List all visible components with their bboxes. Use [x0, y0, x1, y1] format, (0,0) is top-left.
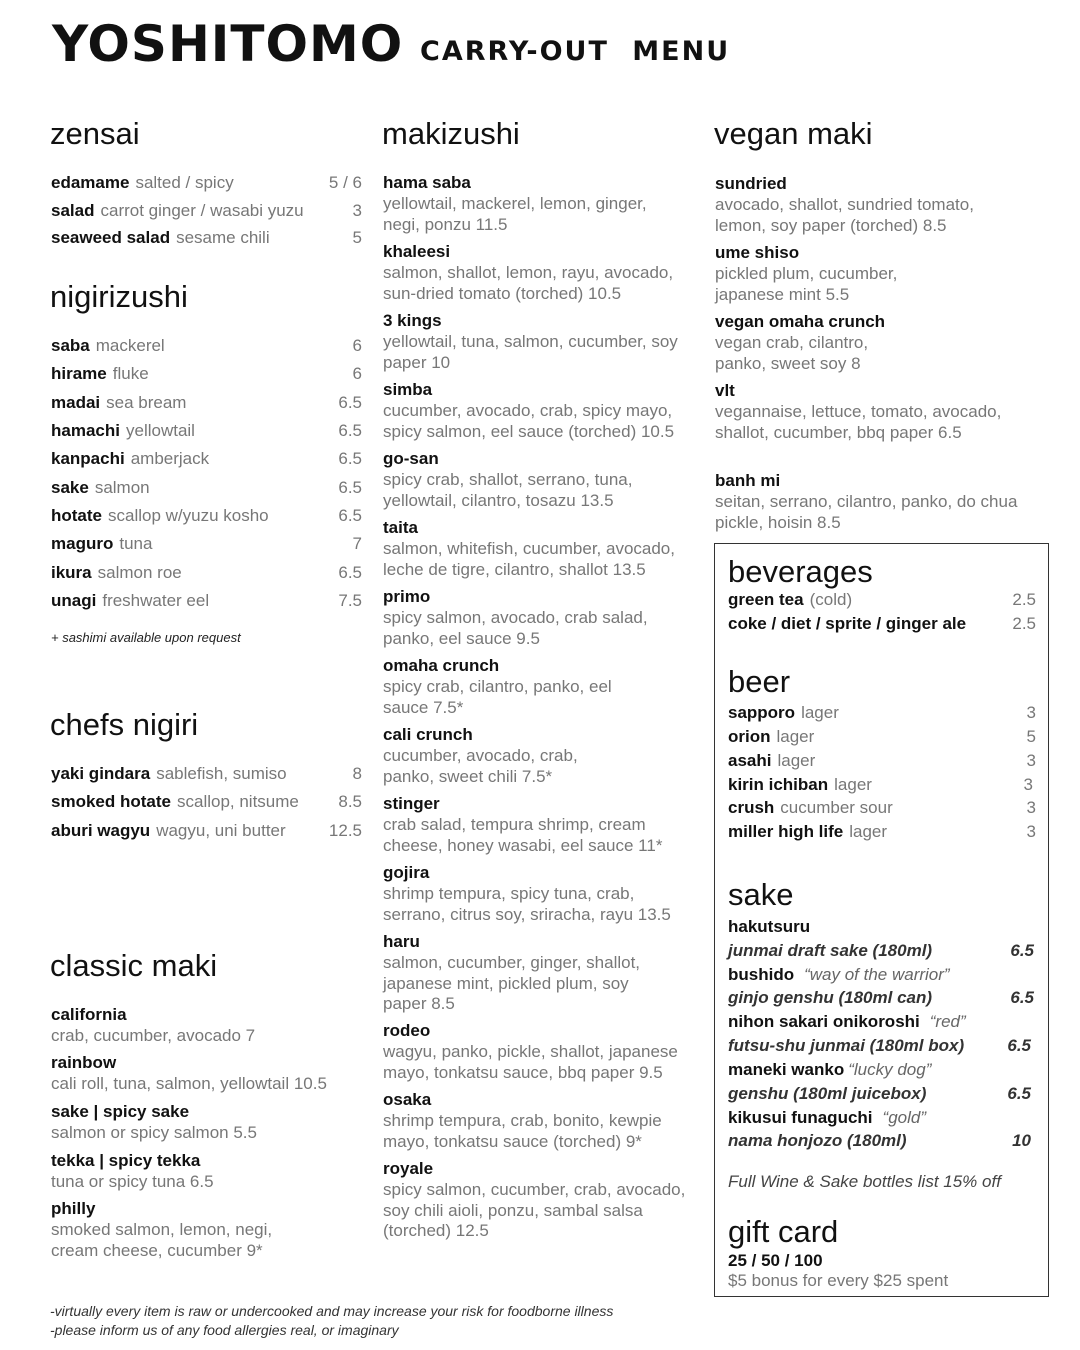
item-desc: pickled plum, cucumber, japanese mint 5.5 [715, 264, 898, 304]
item-price: 10 [1012, 1131, 1031, 1150]
item-price: 8 [352, 764, 362, 783]
item-desc: amberjack [130, 449, 210, 468]
item-name: simba [383, 380, 433, 399]
item-price: 6.5 [1010, 988, 1034, 1007]
menu-item [728, 796, 1036, 820]
sake-style: junmai draft sake (180ml) [728, 941, 933, 960]
item-price: 7 [352, 534, 362, 553]
item-desc: carrot ginger / wasabi yuzu [100, 201, 304, 220]
wine-discount-note: Full Wine & Sake bottles list 15% off [728, 1172, 1001, 1191]
maki-item [383, 931, 665, 1015]
restaurant-name: YOSHITOMO [52, 15, 404, 73]
item-desc: scallop, nitsume [176, 792, 299, 811]
sake-style: futsu-shu junmai (180ml box) [728, 1036, 965, 1055]
maki-item [383, 655, 623, 718]
sake-name: maneki wanko [728, 1060, 845, 1079]
sake-style: ginjo genshu (180ml can) [728, 988, 933, 1007]
item-name: taita [383, 518, 418, 537]
section-heading-beverages: beverages [728, 554, 873, 589]
item-name: orion [728, 727, 771, 746]
item-desc: cucumber, avocado, crab, spicy mayo, spicy salmon, eel sauce (torched) 10.5 [383, 401, 675, 441]
item-name: stinger [383, 794, 440, 813]
item-price: 2.5 [1012, 590, 1036, 609]
item-price: 3 [1026, 751, 1036, 770]
item-name: crush [728, 798, 775, 817]
maki-item [51, 1198, 291, 1261]
sake-nickname: “way of the warrior” [804, 965, 950, 984]
sake-nickname: “gold” [882, 1108, 926, 1127]
item-price: 8.5 [338, 792, 362, 811]
item-price: 12.5 [328, 821, 362, 840]
maki-item [715, 470, 1035, 533]
item-desc: sea bream [106, 393, 187, 412]
item-name: gojira [383, 863, 430, 882]
maki-item [383, 379, 695, 442]
item-desc: (cold) [809, 590, 853, 609]
section-heading-classic-maki: classic maki [50, 948, 218, 983]
maki-item [51, 1101, 351, 1144]
sake-name-row [728, 963, 1034, 987]
item-price: 6.5 [338, 421, 362, 440]
sake-detail-row [728, 939, 1034, 963]
item-desc: spicy salmon, cucumber, crab, avocado, soy chili aioli, ponzu, sambal salsa (torched) 12.5 [383, 1180, 686, 1240]
item-price: 6.5 [338, 393, 362, 412]
item-desc: vegan crab, cilantro, panko, sweet soy 8 [715, 333, 869, 373]
maki-item [383, 310, 683, 373]
menu-title: CARRY-OUT MENU [420, 36, 731, 67]
item-price: 6.5 [1010, 941, 1034, 960]
item-name: sapporo [728, 703, 796, 722]
sake-detail-row [728, 1129, 1031, 1153]
maki-item [383, 172, 688, 235]
item-price: 7.5 [338, 591, 362, 610]
sake-style: genshu (180ml juicebox) [728, 1084, 927, 1103]
item-desc: spicy salmon, avocado, crab salad, panko, eel sauce 9.5 [383, 608, 648, 648]
item-price: 6.5 [338, 478, 362, 497]
item-price: 5 [1026, 727, 1036, 746]
item-desc: salmon roe [97, 563, 182, 582]
item-name: cali crunch [383, 725, 473, 744]
maki-item [383, 241, 693, 304]
menu-item [51, 226, 362, 250]
item-name: 3 kings [383, 311, 442, 330]
item-desc: salmon, shallot, lemon, rayu, avocado, sun-dried tomato (torched) 10.5 [383, 263, 674, 303]
item-desc: yellowtail, mackerel, lemon, ginger, negi, ponzu 11.5 [383, 194, 647, 234]
menu-item [51, 589, 362, 613]
item-price: 2.5 [1012, 614, 1036, 633]
item-name: banh mi [715, 471, 781, 490]
item-desc: shrimp tempura, spicy tuna, crab, serrano, citrus soy, sriracha, rayu 13.5 [383, 884, 671, 924]
item-name: sake | spicy sake [51, 1102, 190, 1121]
menu-item [51, 362, 362, 386]
maki-item [383, 586, 683, 649]
item-name: maguro [51, 534, 114, 553]
section-heading-vegan-maki: vegan maki [714, 116, 873, 151]
menu-item [51, 199, 362, 223]
sake-name-row [728, 1058, 1034, 1082]
item-name: sundried [715, 174, 787, 193]
menu-item [51, 762, 362, 786]
menu-item [728, 725, 1036, 749]
item-name: seaweed salad [51, 228, 171, 247]
menu-item [51, 391, 362, 415]
item-desc: fluke [112, 364, 149, 383]
section-heading-gift-card: gift card [728, 1214, 839, 1249]
item-desc: salted / spicy [135, 173, 234, 192]
item-name: edamame [51, 173, 130, 192]
item-name: philly [51, 1199, 96, 1218]
menu-item [728, 749, 1036, 773]
item-desc: salmon or spicy salmon 5.5 [51, 1123, 257, 1142]
menu-item [51, 504, 362, 528]
item-name: hama saba [383, 173, 471, 192]
sake-detail-row [728, 1034, 1031, 1058]
item-name: primo [383, 587, 431, 606]
menu-item [51, 819, 362, 843]
menu-item [51, 532, 362, 556]
item-name: rainbow [51, 1053, 117, 1072]
item-desc: spicy crab, shallot, serrano, tuna, yellowtail, cilantro, tosazu 13.5 [383, 470, 633, 510]
maki-item [51, 1150, 351, 1193]
maki-item [383, 793, 688, 856]
item-price: 6 [352, 364, 362, 383]
item-price: 3 [1026, 798, 1036, 817]
item-desc: wagyu, uni butter [156, 821, 286, 840]
item-price: 6 [352, 336, 362, 355]
item-desc: wagyu, panko, pickle, shallot, japanese mayo, tonkatsu sauce, bbq paper 9.5 [383, 1042, 678, 1082]
menu-item [51, 171, 362, 195]
section-heading-beer: beer [728, 664, 791, 699]
menu-item [728, 612, 1036, 636]
maki-item [715, 311, 915, 374]
item-desc: sesame chili [176, 228, 270, 247]
maki-item [715, 242, 915, 305]
maki-item [383, 448, 683, 511]
menu-item [51, 447, 362, 471]
item-desc: salmon, cucumber, ginger, shallot, japanese mint, pickled plum, soy paper 8.5 [383, 953, 641, 1013]
item-desc: shrimp tempura, crab, bonito, kewpie mayo, tonkatsu sauce (torched) 9* [383, 1111, 662, 1151]
item-desc: crab salad, tempura shrimp, cream cheese, honey wasabi, eel sauce 11* [383, 815, 663, 855]
item-desc: tuna or spicy tuna 6.5 [51, 1172, 214, 1191]
maki-item [383, 862, 693, 925]
maki-item [383, 1158, 693, 1242]
item-desc: crab, cucumber, avocado 7 [51, 1026, 256, 1045]
item-desc: lager [849, 822, 888, 841]
sake-name: nihon sakari onikoroshi [728, 1012, 920, 1031]
item-price: 6.5 [338, 563, 362, 582]
item-desc: lager [834, 775, 872, 794]
item-desc: salmon, whitefish, cucumber, avocado, leche de tigre, cilantro, shallot 13.5 [383, 539, 675, 579]
item-name: saba [51, 336, 90, 355]
sake-detail-row [728, 1082, 1031, 1106]
maki-item [383, 1020, 695, 1083]
item-name: hamachi [51, 421, 120, 440]
item-desc: cali roll, tuna, salmon, yellowtail 10.5 [51, 1074, 327, 1093]
item-name: smoked hotate [51, 792, 171, 811]
item-desc: cucumber sour [780, 798, 893, 817]
item-desc: spicy crab, cilantro, panko, eel sauce 7.5* [383, 677, 612, 717]
item-name: vegan omaha crunch [715, 312, 886, 331]
sashimi-note: + sashimi available upon request [51, 630, 241, 645]
item-desc: lager [801, 703, 839, 722]
item-name: rodeo [383, 1021, 431, 1040]
item-name: ikura [51, 563, 92, 582]
item-price: 5 [352, 228, 362, 247]
item-name: tekka | spicy tekka [51, 1151, 201, 1170]
gift-card-bonus: $5 bonus for every $25 spent [728, 1271, 949, 1290]
maki-item [51, 1052, 351, 1095]
item-desc: smoked salmon, lemon, negi, cream cheese, cucumber 9* [51, 1220, 273, 1260]
item-desc: vegannaise, lettuce, tomato, avocado, shallot, cucumber, bbq paper 6.5 [715, 402, 1002, 442]
menu-item [728, 820, 1036, 844]
item-name: coke / diet / sprite / ginger ale [728, 614, 967, 633]
item-name: aburi wagyu [51, 821, 151, 840]
item-price: 6.5 [338, 506, 362, 525]
item-name: asahi [728, 751, 772, 770]
maki-item [383, 724, 623, 787]
menu-item [728, 588, 1036, 612]
item-name: yaki gindara [51, 764, 151, 783]
item-name: madai [51, 393, 101, 412]
menu-item [51, 334, 362, 358]
sake-detail-row [728, 986, 1034, 1010]
item-name: omaha crunch [383, 656, 500, 675]
item-name: royale [383, 1159, 434, 1178]
maki-item [383, 1089, 683, 1152]
menu-item [728, 701, 1036, 725]
menu-item [51, 790, 362, 814]
sake-nickname: “lucky dog” [848, 1060, 932, 1079]
item-name: miller high life [728, 822, 844, 841]
item-name: kanpachi [51, 449, 125, 468]
sake-name: bushido [728, 965, 795, 984]
item-price: 3 [352, 201, 362, 220]
item-name: kirin ichiban [728, 775, 829, 794]
item-desc: yellowtail, tuna, salmon, cucumber, soy paper 10 [383, 332, 678, 372]
maki-item [51, 1004, 351, 1047]
item-name: osaka [383, 1090, 432, 1109]
sake-name: kikusui funaguchi [728, 1108, 873, 1127]
section-heading-chefs-nigiri: chefs nigiri [50, 707, 199, 742]
item-desc: salmon [94, 478, 150, 497]
menu-item [51, 419, 362, 443]
item-desc: cucumber, avocado, crab, panko, sweet chili 7.5* [383, 746, 578, 786]
maki-item [383, 517, 693, 580]
item-desc: lager [777, 751, 816, 770]
sake-name-row [728, 1010, 1034, 1034]
item-name: haru [383, 932, 420, 951]
menu-item [51, 561, 362, 585]
sake-name-row [728, 915, 1034, 939]
item-desc: mackerel [95, 336, 165, 355]
item-name: sake [51, 478, 89, 497]
sake-nickname: “red” [929, 1012, 966, 1031]
item-name: vlt [715, 381, 735, 400]
maki-item [715, 380, 1020, 443]
item-name: hotate [51, 506, 102, 525]
item-price: 6.5 [1007, 1084, 1031, 1103]
item-desc: yellowtail [125, 421, 195, 440]
item-desc: lager [776, 727, 815, 746]
item-price: 3 [1026, 822, 1036, 841]
item-price: 3 [1023, 775, 1033, 794]
gift-card-amounts: 25 / 50 / 100 [728, 1251, 823, 1270]
footer-allergy-note: -please inform us of any food allergies real, or imaginary [50, 1322, 399, 1338]
section-heading-nigirizushi: nigirizushi [50, 279, 188, 314]
section-heading-zensai: zensai [50, 116, 140, 151]
item-name: unagi [51, 591, 97, 610]
footer-raw-warning: -virtually every item is raw or undercooked and may increase your risk for foodborne illness [50, 1303, 614, 1319]
item-price: 6.5 [1007, 1036, 1031, 1055]
item-name: california [51, 1005, 127, 1024]
item-price: 6.5 [338, 449, 362, 468]
item-name: ume shiso [715, 243, 800, 262]
sake-name-row [728, 1106, 1034, 1130]
item-desc: seitan, serrano, cilantro, panko, do chua pickle, hoisin 8.5 [715, 492, 1018, 532]
item-price: 3 [1026, 703, 1036, 722]
item-desc: tuna [119, 534, 153, 553]
section-heading-sake: sake [728, 877, 794, 912]
sake-name: hakutsuru [728, 917, 811, 936]
menu-item [51, 476, 362, 500]
menu-item [728, 773, 1033, 797]
sake-style: nama honjozo (180ml) [728, 1131, 907, 1150]
section-heading-makizushi: makizushi [382, 116, 520, 151]
item-desc: avocado, shallot, sundried tomato, lemon, soy paper (torched) 8.5 [715, 195, 974, 235]
item-name: hirame [51, 364, 107, 383]
item-desc: freshwater eel [102, 591, 210, 610]
item-price: 5 / 6 [328, 173, 362, 192]
item-desc: sablefish, sumiso [156, 764, 287, 783]
item-name: salad [51, 201, 95, 220]
item-name: khaleesi [383, 242, 451, 261]
maki-item [715, 173, 1005, 236]
item-name: go-san [383, 449, 439, 468]
item-name: green tea [728, 590, 804, 609]
item-desc: scallop w/yuzu kosho [108, 506, 269, 525]
